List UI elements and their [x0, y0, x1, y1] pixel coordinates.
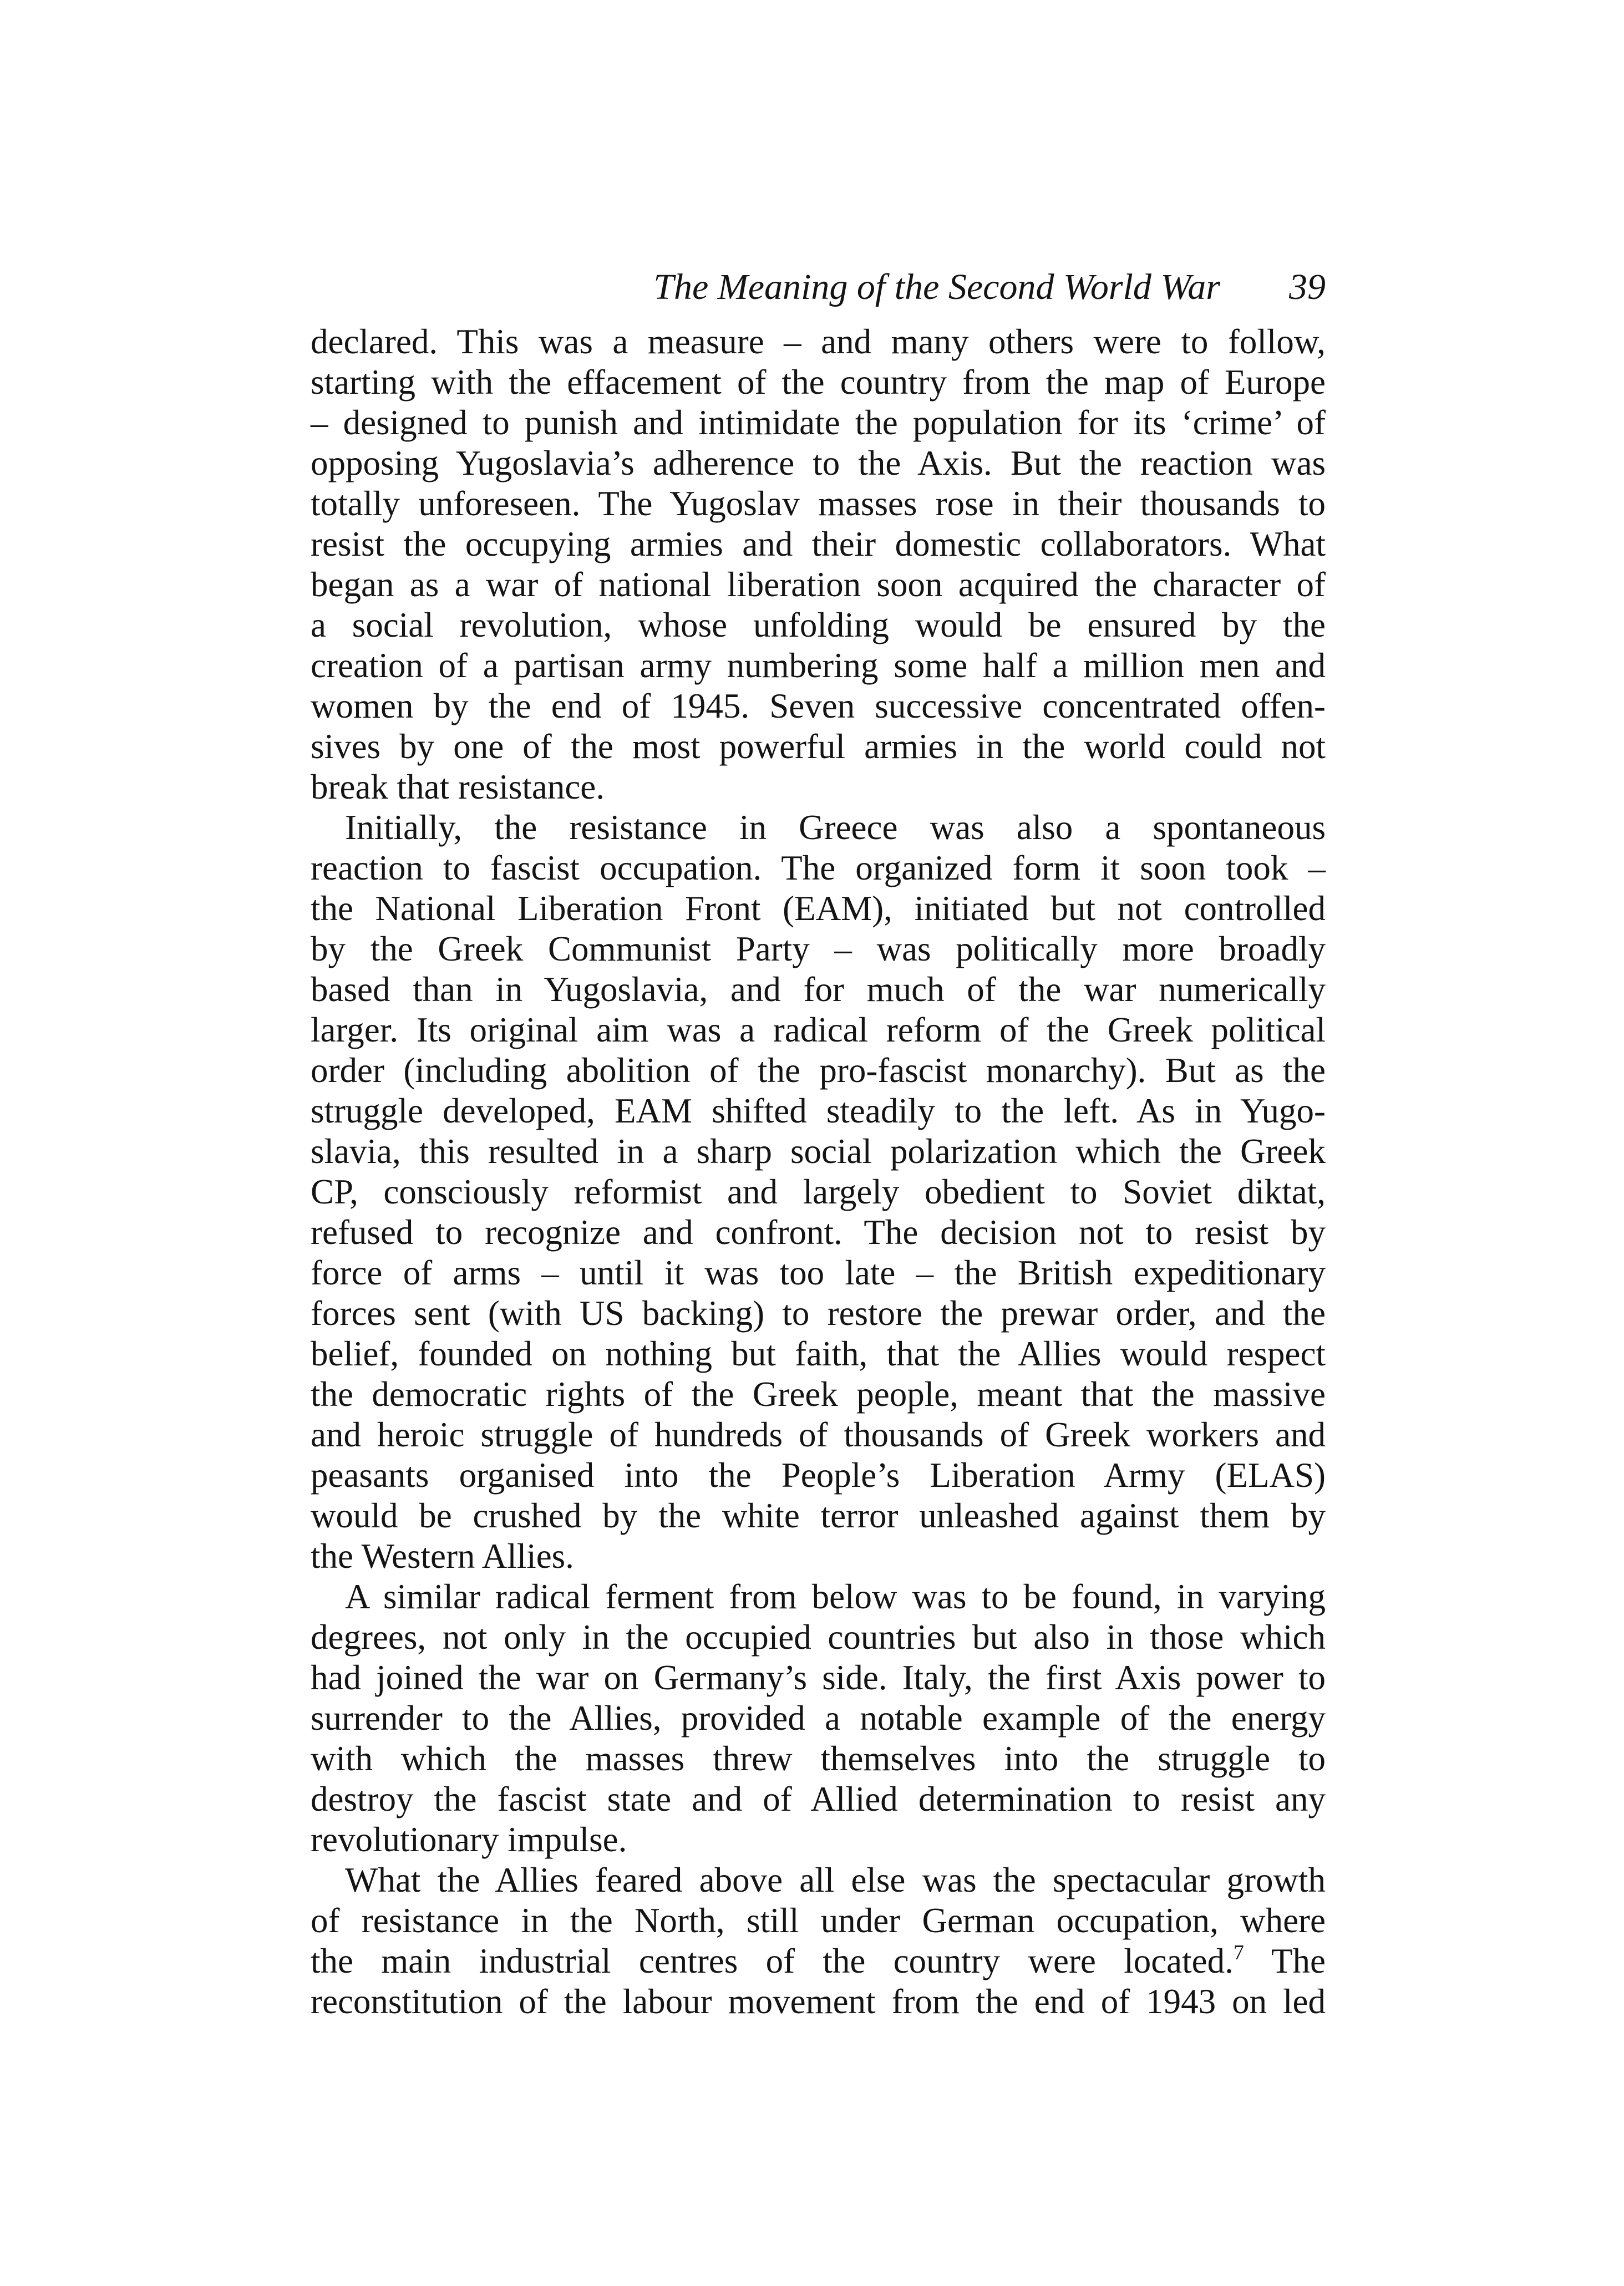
running-head	[311, 265, 1326, 309]
text-line: Initially, the resistance in Greece was also a spontaneous	[345, 808, 1326, 847]
text-line: surrender to the Allies, provided a notable example of the energy	[311, 1699, 1326, 1738]
paragraph-1	[311, 322, 1326, 807]
text-line: slavia, this resulted in a sharp social polarization which the Greek	[311, 1132, 1326, 1171]
text-line: starting with the effacement of the country from the map of Europe	[311, 363, 1326, 402]
footnote-reference[interactable]: 7	[1233, 1941, 1244, 1964]
text-line: opposing Yugoslavia’s adherence to the Axis. But the reaction was	[311, 444, 1326, 482]
text-line: forces sent (with US backing) to restore the prewar order, and the	[311, 1294, 1326, 1333]
text-line: would be crushed by the white terror unleashed against them by	[311, 1496, 1326, 1535]
text-line: declared. This was a measure – and many others were to follow,	[311, 322, 1326, 361]
paragraph-2	[311, 807, 1326, 1577]
text-line: sives by one of the most powerful armies in the world could not	[311, 727, 1326, 766]
text-line: revolutionary impulse.	[311, 1820, 627, 1859]
text-line-with-footnote	[311, 1941, 1326, 1982]
text-line: destroy the fascist state and of Allied determination to resist any	[311, 1780, 1326, 1818]
text-segment: the main industrial centres of the country were located.	[311, 1942, 1234, 1980]
text-line: CP, consciously reformist and largely obedient to Soviet diktat,	[311, 1172, 1326, 1211]
text-line: belief, founded on nothing but faith, that the Allies would respect	[311, 1334, 1326, 1373]
text-line: began as a war of national liberation soon acquired the character of	[311, 565, 1326, 604]
text-line: What the Allies feared above all else was the spectacular growth	[345, 1861, 1326, 1899]
text-line: the democratic rights of the Greek people, meant that the massive	[311, 1375, 1326, 1414]
text-line: force of arms – until it was too late – the British expeditionary	[311, 1253, 1326, 1292]
text-line: totally unforeseen. The Yugoslav masses rose in their thousands to	[311, 484, 1326, 523]
text-line: a social revolution, whose unfolding would be ensured by the	[311, 606, 1326, 644]
text-line: refused to recognize and confront. The decision not to resist by	[311, 1213, 1326, 1252]
paragraph-4	[311, 1860, 1326, 2022]
running-title: The Meaning of the Second World War	[653, 267, 1220, 307]
text-line: degrees, not only in the occupied countries but also in those which	[311, 1618, 1326, 1657]
text-line: break that resistance.	[311, 768, 605, 806]
text-line: A similar radical ferment from below was to be found, in varying	[345, 1577, 1326, 1616]
text-segment: The	[1244, 1942, 1326, 1980]
text-line: had joined the war on Germany’s side. Italy, the first Axis power to	[311, 1658, 1326, 1697]
text-line: reconstitution of the labour movement from the end of 1943 on led	[311, 1982, 1326, 2021]
text-line: with which the masses threw themselves into the struggle to	[311, 1739, 1326, 1778]
text-line: women by the end of 1945. Seven successive concentrated offen-	[311, 687, 1326, 725]
text-line: of resistance in the North, still under German occupation, where	[311, 1901, 1326, 1940]
text-line: creation of a partisan army numbering some half a million men and	[311, 646, 1326, 685]
text-line: – designed to punish and intimidate the population for its ‘crime’ of	[311, 403, 1326, 442]
body-text	[311, 322, 1326, 2022]
paragraph-3	[311, 1577, 1326, 1860]
text-line: reaction to fascist occupation. The organized form it soon took –	[311, 849, 1326, 887]
text-line: larger. Its original aim was a radical reform of the Greek political	[311, 1010, 1326, 1049]
text-line: by the Greek Communist Party – was politically more broadly	[311, 929, 1326, 968]
text-line: peasants organised into the People’s Liberation Army (ELAS)	[311, 1456, 1326, 1495]
text-line: and heroic struggle of hundreds of thousands of Greek workers and	[311, 1415, 1326, 1454]
text-line: the Western Allies.	[311, 1537, 574, 1576]
text-line: struggle developed, EAM shifted steadily to the left. As in Yugo-	[311, 1091, 1326, 1130]
text-line: resist the occupying armies and their domestic collaborators. What	[311, 525, 1326, 563]
page-number: 39	[1289, 267, 1326, 307]
text-line: the National Liberation Front (EAM), initiated but not controlled	[311, 889, 1326, 928]
text-line: based than in Yugoslavia, and for much of the war numerically	[311, 970, 1326, 1009]
text-line: order (including abolition of the pro-fascist monarchy). But as the	[311, 1051, 1326, 1090]
